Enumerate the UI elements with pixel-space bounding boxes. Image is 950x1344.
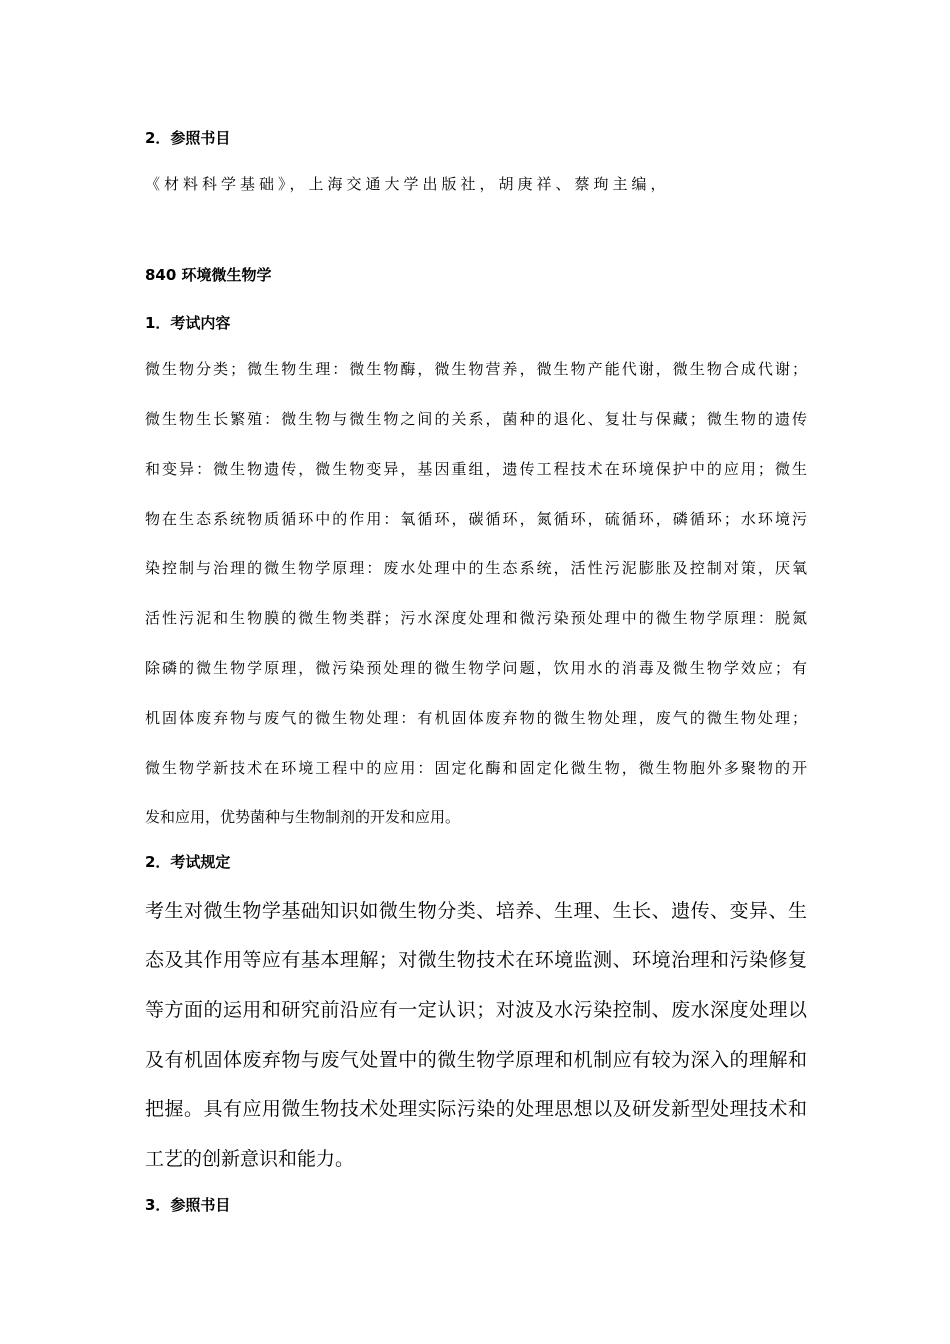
section-heading-reference-books-2: 3．参照书目 xyxy=(145,1196,231,1214)
section-heading-exam-rules: 2．考试规定 xyxy=(145,853,231,871)
exam-content-line: 微生物生长繁殖：微生物与微生物之间的关系，菌种的退化、复壮与保藏；微生物的遗传 xyxy=(145,410,810,428)
exam-content-line: 除磷的微生物学原理，微污染预处理的微生物学问题，饮用水的消毒及微生物学效应；有 xyxy=(145,659,810,677)
exam-rules-line: 等方面的运用和研究前沿应有一定认识；对波及水污染控制、废水深度处理以 xyxy=(145,999,808,1021)
section-heading-exam-content: 1．考试内容 xyxy=(145,314,231,332)
exam-rules-line: 态及其作用等应有基本理解；对微生物技术在环境监测、环境治理和污染修复 xyxy=(145,949,808,971)
exam-rules-line: 工艺的创新意识和能力。 xyxy=(145,1148,355,1170)
exam-content-line: 发和应用，优势菌种与生物制剂的开发和应用。 xyxy=(145,808,461,826)
section-heading-reference-books: 2．参照书目 xyxy=(145,129,231,147)
exam-content-line: 和变异：微生物遗传，微生物变异，基因重组，遗传工程技术在环境保护中的应用；微生 xyxy=(145,460,810,478)
exam-rules-line: 把握。具有应用微生物技术处理实际污染的处理思想以及研发新型处理技术和 xyxy=(145,1098,808,1120)
exam-content-line: 机固体废弃物与废气的微生物处理：有机固体废弃物的微生物处理，废气的微生物处理； xyxy=(145,709,810,727)
exam-content-line: 物在生态系统物质循环中的作用：氧循环，碳循环，氮循环，硫循环，磷循环；水环境污 xyxy=(145,510,810,528)
exam-content-line: 染控制与治理的微生物学原理：废水处理中的生态系统，活性污泥膨胀及控制对策，厌氧 xyxy=(145,559,810,577)
subject-title: 840 环境微生物学 xyxy=(145,266,272,284)
exam-content-line: 微生物分类；微生物生理：微生物酶，微生物营养，微生物产能代谢，微生物合成代谢； xyxy=(145,360,810,378)
exam-content-line: 微生物学新技术在环境工程中的应用：固定化酶和固定化微生物，微生物胞外多聚物的开 xyxy=(145,759,810,777)
exam-rules-line: 及有机固体废弃物与废气处置中的微生物学原理和机制应有较为深入的理解和 xyxy=(145,1049,808,1071)
exam-rules-line: 考生对微生物学基础知识如微生物分类、培养、生理、生长、遗传、变异、生 xyxy=(145,900,808,922)
reference-book-line: 《材料科学基础》，上海交通大学出版社，胡庚祥、蔡珣主编， xyxy=(145,175,670,193)
exam-content-line: 活性污泥和生物膜的微生物类群；污水深度处理和微污染预处理中的微生物学原理：脱氮 xyxy=(145,609,810,627)
